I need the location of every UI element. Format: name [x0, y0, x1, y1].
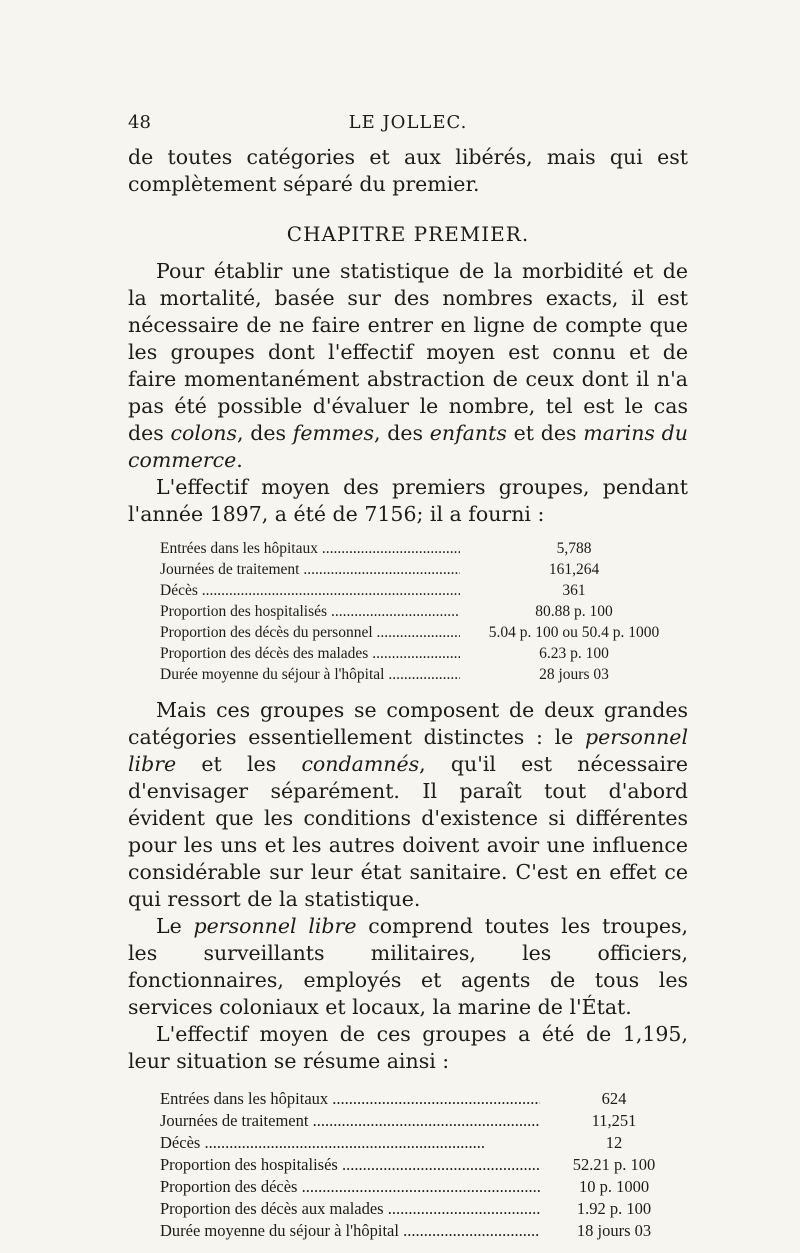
row-label: Journées de traitement ..... [160, 1111, 540, 1131]
row-value: 5,788 [556, 540, 592, 557]
row-label: Proportion des décès aux malades ..... [160, 1199, 540, 1219]
table-row [160, 1089, 688, 1111]
row-value: 11,251 [591, 1111, 637, 1130]
row-label: Décès ..... [160, 1133, 540, 1153]
page-number: 48 [128, 112, 151, 133]
row-value: 5.04 p. 100 ou 50.4 p. 1000 [488, 624, 660, 641]
paragraph-text: , qu'il est nécessaire d'envisager séparément. Il paraît tout d'abord évident que les conditions d'existence si différentes pour les uns et les autres doivent avoir une influence considérable sur leur état sanitaire. C'est en effet ce qui ressort de la statistique. [128, 752, 688, 911]
italic-term: enfants [429, 421, 507, 445]
paragraph-text: Le [156, 914, 194, 938]
row-value: 12 [605, 1133, 623, 1152]
row-value: 6.23 p. 100 [539, 645, 609, 662]
paragraph-effectif-1897: L'effectif moyen des premiers groupes, pendant l'année 1897, a été de 7156; il a fourni : [128, 475, 688, 526]
row-label: Proportion des hospitalisés ..... [160, 603, 460, 621]
row-label: Proportion des décès ..... [160, 1177, 540, 1197]
row-label: Durée moyenne du séjour à l'hôpital ..... [160, 666, 460, 684]
table-row [160, 624, 688, 645]
table-row [160, 1221, 688, 1243]
paragraph-text: , des [373, 421, 430, 445]
italic-term: marins du commerce [128, 421, 689, 472]
paragraph-text: Mais ces groupes se composent de deux grandes catégories essentiellement distinctes : le [128, 698, 688, 749]
table-row [160, 582, 688, 603]
running-title: LE JOLLEC. [348, 112, 468, 133]
table-row [160, 1133, 688, 1155]
row-value: 361 [562, 582, 586, 599]
italic-term: condamnés [301, 752, 420, 776]
statistics-table-all-groups [160, 540, 688, 687]
table-row [160, 666, 688, 687]
row-label: Décès ..... [160, 582, 460, 600]
table-row [160, 1199, 688, 1221]
row-value: 10 p. 1000 [578, 1177, 650, 1196]
running-head [128, 104, 688, 144]
statistics-table-personnel-libre [160, 1089, 688, 1243]
row-value: 28 jours 03 [539, 666, 609, 683]
row-label: Entrées dans les hôpitaux ..... [160, 1089, 540, 1109]
table-row [160, 645, 688, 666]
paragraph-text: , des [236, 421, 293, 445]
table-row [160, 1111, 688, 1133]
paragraph-methodology [128, 258, 688, 474]
paragraph-categories [128, 697, 688, 913]
table-row [160, 603, 688, 624]
table-row [160, 1155, 688, 1177]
row-label: Durée moyenne du séjour à l'hôpital ..... [160, 1221, 540, 1241]
intro-paragraph: de toutes catégories et aux libérés, mais qui est complètement séparé du premier. [128, 145, 688, 196]
table-row [160, 561, 688, 582]
book-page [128, 104, 688, 1253]
row-label: Proportion des décès du personnel ..... [160, 624, 460, 642]
table-row [160, 1177, 688, 1199]
row-value: 80.88 p. 100 [535, 603, 613, 620]
table-row [160, 540, 688, 561]
paragraph-text: Pour établir une statistique de la morbidité et de la mortalité, basée sur des nombres exacts, il est nécessaire de ne faire entrer en ligne de compte que les groupes dont l'effectif moyen est connu et de faire momentanément abstraction de ceux dont il n'a pas été possible d'évaluer le nombre, tel est le cas des [128, 259, 688, 445]
chapter-heading: CHAPITRE PREMIER. [286, 222, 530, 246]
row-label: Proportion des hospitalisés ..... [160, 1155, 540, 1175]
italic-term: femmes [292, 421, 374, 445]
row-value: 624 [601, 1089, 627, 1108]
paragraph-effectif-libre: L'effectif moyen de ces groupes a été de 1,195, leur situation se résume ainsi : [128, 1022, 688, 1073]
italic-term: colons [170, 421, 237, 445]
row-label: Entrées dans les hôpitaux ..... [160, 540, 460, 558]
row-value: 161,264 [548, 561, 600, 578]
row-value: 1.92 p. 100 [576, 1199, 652, 1218]
row-value: 18 jours 03 [576, 1221, 652, 1240]
paragraph-text: et des [506, 421, 584, 445]
paragraph-personnel-libre [128, 913, 688, 1021]
italic-term: personnel libre [128, 725, 688, 776]
paragraph-text: . [236, 448, 243, 472]
row-label: Proportion des décès des malades ..... [160, 645, 460, 663]
row-value: 52.21 p. 100 [572, 1155, 656, 1174]
italic-term: personnel libre [193, 914, 357, 938]
paragraph-text: et les [176, 752, 302, 776]
paragraph-text: comprend toutes les troupes, les surveillants militaires, les officiers, fonctionnaires, employés et agents de tous les services coloniaux et locaux, la marine de l'État. [128, 914, 689, 1019]
row-label: Journées de traitement ..... [160, 561, 460, 579]
